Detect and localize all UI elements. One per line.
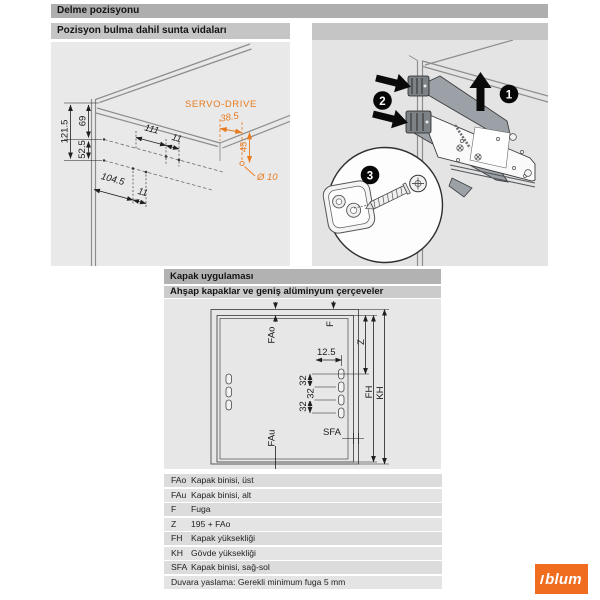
table-row (164, 532, 442, 545)
dim-45: 45 (238, 141, 250, 153)
blum-logo-text: blum (545, 570, 582, 588)
right-panel-header-bar (312, 23, 548, 40)
label-z: Z (356, 339, 367, 345)
dim-111: 111 (143, 122, 161, 137)
step-2 (371, 69, 414, 132)
label-32-b: 32 (305, 388, 317, 399)
row-desc: Kapak binisi, üst (191, 475, 254, 485)
step-2-number: 2 (379, 96, 386, 108)
hole-row-dimensions (94, 122, 183, 207)
blum-logo (535, 564, 588, 594)
application-subtitle: Ahşap kapaklar ve geniş alüminyum çerçeveler (164, 286, 441, 298)
label-sfa: SFA (323, 427, 341, 438)
drilling-position-drawing (51, 42, 290, 266)
door-front-drawing (164, 299, 441, 469)
door-and-body-outlines (211, 310, 359, 465)
label-kh: KH (375, 386, 386, 400)
row-desc: Duvara yaslama: Gerekli minimum fuga 5 mm (171, 576, 346, 587)
table-row (164, 474, 442, 487)
dimension-lines (267, 301, 390, 469)
right-arrow-icon (371, 105, 411, 132)
table-row (164, 518, 442, 531)
application-title: Kapak uygulaması (164, 269, 441, 284)
door-application-drawing (164, 299, 441, 469)
dim-121-5: 121.5 (59, 119, 71, 144)
label-32-c: 32 (298, 401, 309, 412)
cabinet-edges (92, 44, 291, 266)
row-desc: Fuga (191, 504, 211, 514)
dim-hole-diameter: Ø 10 (257, 172, 278, 183)
label-32-a: 32 (298, 375, 309, 386)
system-holes (226, 369, 344, 418)
blum-logo-mark-icon (540, 575, 544, 584)
table-row (164, 489, 442, 502)
dim-38-5: 38.5 (219, 110, 240, 125)
row-key: SFA (171, 562, 188, 572)
row-desc: Kapak yüksekliği (191, 533, 256, 543)
row-key: F (171, 504, 177, 514)
row-desc: 195 + FAo (191, 518, 231, 529)
mounting-steps-drawing (312, 40, 548, 266)
cabinet-perspective-drawing (51, 42, 290, 266)
table-row (164, 547, 442, 560)
row-desc: Kapak binisi, alt (191, 489, 252, 500)
section-subtitle: Pozisyon bulma dahil sunta vidaları (51, 23, 290, 39)
dim-11-lower: 11 (136, 185, 149, 200)
label-fao: FAo (266, 326, 278, 344)
label-fh: FH (364, 385, 375, 399)
dim-52-5: 52.5 (77, 140, 88, 159)
step-1 (470, 72, 519, 111)
row-key: FH (171, 533, 183, 543)
label-fau: FAu (266, 429, 278, 447)
page-title: Delme pozisyonu (51, 4, 548, 18)
step-1-number: 1 (505, 89, 513, 102)
magnifier-detail (322, 148, 443, 263)
label-12-5: 12.5 (317, 347, 336, 358)
table-row (164, 503, 442, 516)
fixing-hook-lower (406, 111, 431, 133)
row-desc: Gövde yüksekliği (191, 547, 256, 558)
row-key: KH (171, 547, 183, 558)
row-key: FAo (171, 475, 187, 485)
legend-table (164, 474, 442, 590)
dim-104-5: 104.5 (99, 171, 126, 188)
label-f: F (325, 321, 336, 327)
row-desc: Kapak binisi, sağ-sol (191, 562, 270, 572)
step-3-number: 3 (366, 170, 374, 183)
dim-69: 69 (77, 115, 89, 127)
dim-11-upper: 11 (170, 131, 183, 146)
mounting-illustration (312, 40, 548, 266)
servo-drive-label: SERVO-DRIVE (185, 99, 257, 110)
table-row (164, 561, 442, 574)
row-key: Z (171, 518, 177, 529)
table-row-note (164, 576, 442, 589)
fixing-hook-upper (408, 76, 429, 96)
row-key: FAu (171, 489, 187, 500)
